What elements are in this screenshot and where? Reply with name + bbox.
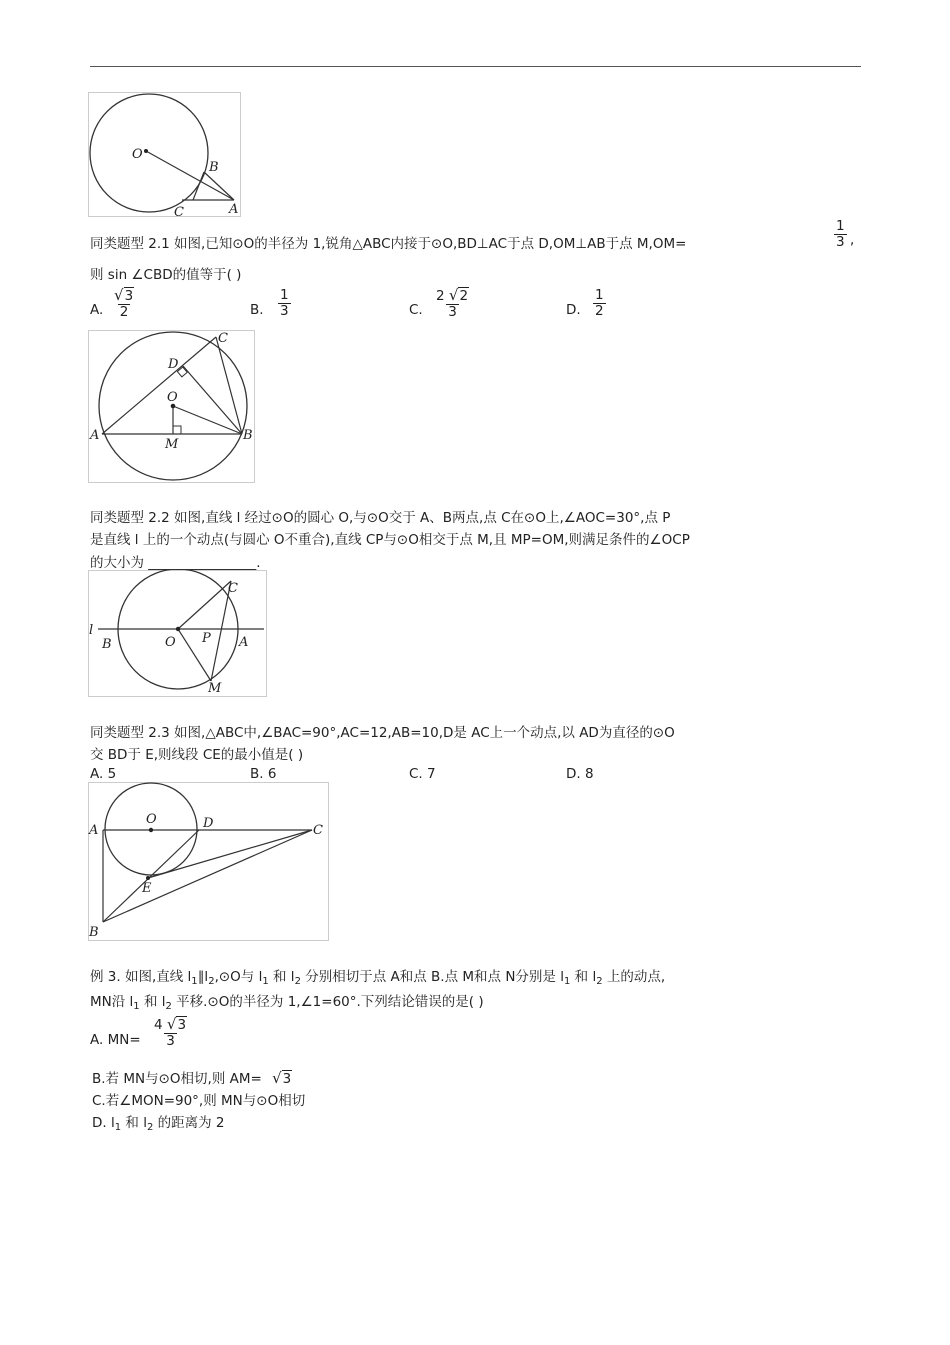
header-rule: [90, 66, 861, 67]
q21-option-d: [593, 288, 606, 319]
ex3-option-a-den: 3: [166, 1033, 175, 1049]
q21-line1: 同类题型 2.1 如图,已知⊙O的半径为 1,锐角△ABC内接于⊙O,BD⊥AC于点 D,OM⊥AB于点 M,OM=: [90, 236, 687, 252]
q21-option-b-den: 3: [280, 303, 289, 319]
q23-option-d: D. 8: [566, 766, 594, 782]
fig3-label-l: l: [89, 623, 94, 638]
q21-option-b: [278, 288, 291, 319]
ex3-option-c: C.若∠MON=90°,则 MN与⊙O相切: [92, 1093, 306, 1109]
q21-option-a-den: 2: [119, 304, 129, 320]
q22-line1: 同类题型 2.2 如图,直线 l 经过⊙O的圆心 O,与⊙O交于 A、B两点,点 C在⊙O上,∠AOC=30°,点 P: [90, 510, 671, 526]
ex3-option-a-prefix: A. MN=: [90, 1032, 141, 1048]
fig2-label-m: M: [165, 437, 179, 452]
fig4-label-b: B: [89, 925, 99, 940]
figure-3: [86, 570, 268, 702]
q21-option-c-den: 3: [448, 304, 457, 320]
ex3-option-b-rad: 3: [282, 1071, 292, 1087]
ex3-line2: MN沿 $l_1$ 和 $l_2$ 平移.⊙O的半径为 1,∠1=60°.下列结论错误的是( ): [90, 994, 484, 1012]
q21-om-den: 3: [836, 234, 845, 250]
ex3-line1: 例 3. 如图,直线 $l_1\parallel l_2,⊙O$与 $l_1$ 和 $l_2$ 分别相切于点 A和点 B.点 M和点 N分别是 $l_1$ 和 $l_2$ 上的动点,: [90, 969, 666, 987]
fig1-label-b: B: [209, 160, 219, 175]
q21-line2: 则 sin ∠CBD的值等于( ): [90, 267, 242, 283]
fig4-label-d: D: [203, 816, 214, 831]
q23-line2: 交 BD于 E,则线段 CE的最小值是( ): [90, 747, 304, 763]
fig4-label-e: E: [142, 881, 152, 896]
ex3-option-a-fraction: $\frac{4 √3}{3}$: [154, 1015, 187, 1049]
q23-option-a: A. 5: [90, 766, 117, 782]
q21-option-a-rad: 3: [124, 288, 134, 304]
fig3-label-o: O: [165, 635, 176, 650]
q22-line2: 是直线 l 上的一个动点(与圆心 O不重合),直线 CP与⊙O相交于点 M,且 MP=OM,则满足条件的∠OCP: [90, 532, 690, 548]
q21-om-num: 1: [836, 218, 845, 234]
figure-2: [88, 330, 256, 488]
fig2-label-o: O: [167, 390, 178, 405]
fig1-label-a: A: [229, 202, 239, 217]
fig2-label-d: D: [168, 357, 179, 372]
q21-option-b-label: B.: [250, 302, 264, 318]
q21-line1-end: ,: [850, 232, 855, 248]
fig3-label-c: C: [228, 581, 238, 596]
q23-option-b: B. 6: [250, 766, 277, 782]
q21-option-b-num: 1: [280, 287, 289, 303]
q21-option-c-coef: 2: [436, 288, 445, 304]
fig4-label-c: C: [313, 823, 323, 838]
ex3-option-b: B.若 MN与⊙O相切,则 AM= √3: [92, 1069, 292, 1087]
ex3-option-b-text: B.若 MN与⊙O相切,则 AM=: [92, 1071, 262, 1087]
ex3-option-d: D. $l_1$ 和 $l_2$ 的距离为 2: [92, 1115, 225, 1133]
figure-4: [86, 782, 330, 946]
q23-line1: 同类题型 2.3 如图,△ABC中,∠BAC=90°,AC=12,AB=10,D是 AC上一个动点,以 AD为直径的⊙O: [90, 725, 675, 741]
q21-option-a: $\frac{√3}{2}$: [114, 286, 134, 320]
q21-option-a-label: A.: [90, 302, 104, 318]
fig2-label-a: A: [90, 428, 100, 443]
fig3-label-m: M: [208, 681, 222, 696]
q21-option-d-label: D.: [566, 302, 581, 318]
ex3-option-a-rad: 3: [177, 1017, 187, 1033]
fig2-label-b: B: [243, 428, 253, 443]
fig3-label-a: A: [239, 635, 249, 650]
q21-om-fraction: [834, 219, 847, 250]
q21-option-c-label: C.: [409, 302, 423, 318]
fig2-label-c: C: [218, 331, 228, 346]
q21-option-d-num: 1: [595, 287, 604, 303]
q21-option-c: $\frac{2 √2}{3}$: [436, 286, 469, 320]
fig4-label-a: A: [89, 823, 99, 838]
q21-option-c-rad: 2: [459, 288, 469, 304]
figure-1: [88, 92, 242, 222]
fig1-label-c: C: [174, 205, 184, 218]
fig3-label-b: B: [102, 637, 112, 652]
ex3-option-a-coef: 4: [154, 1017, 163, 1033]
fig1-label-o: O: [132, 147, 143, 162]
q21-option-d-den: 2: [595, 303, 604, 319]
fig3-label-p: P: [202, 631, 211, 646]
fig4-label-o: O: [146, 812, 157, 827]
q23-option-c: C. 7: [409, 766, 436, 782]
q22-line3: 的大小为 ________________.: [90, 555, 261, 571]
